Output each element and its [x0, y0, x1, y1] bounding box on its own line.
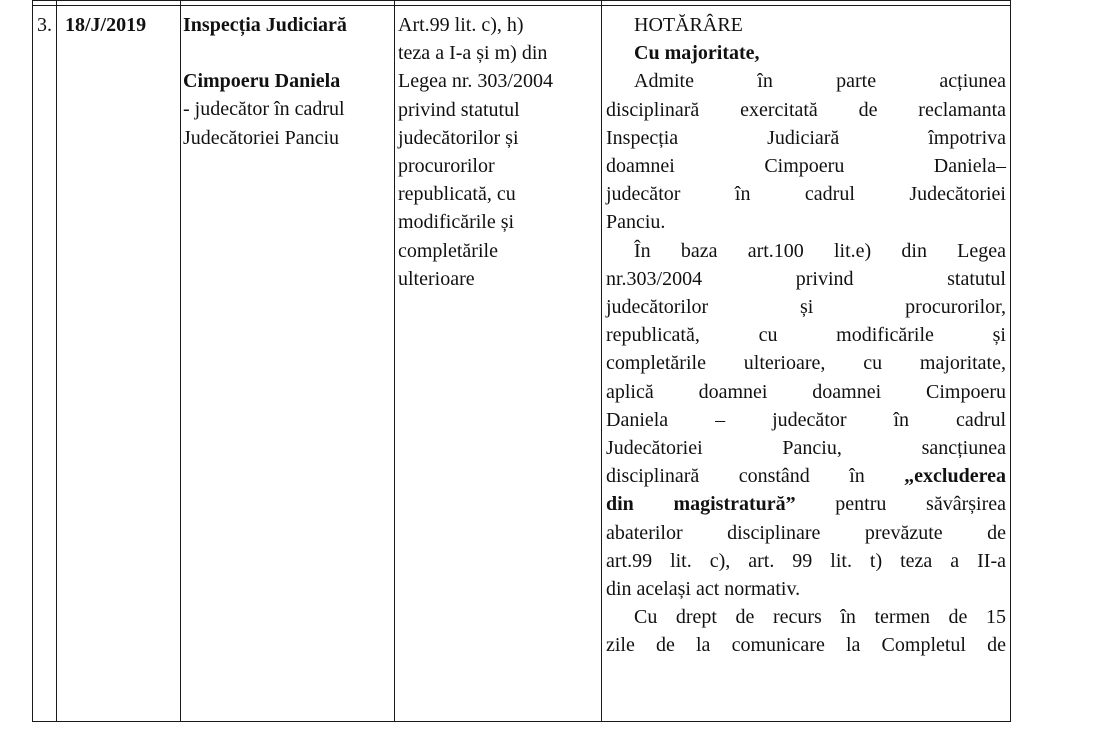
legal-basis-line: Art.99 lit. c), h) [398, 14, 524, 36]
legal-basis-cell [395, 6, 602, 722]
decision-text-line: Panciu. [606, 211, 666, 234]
decision-text-line: zile de la comunicare la Completul de [606, 634, 1006, 657]
decision-text-line: În baza art.100 lit.e) din Legea [634, 239, 1006, 262]
decision-text-line: completările ulterioare, cu majoritate, [606, 352, 1006, 375]
legal-basis-line: completările [398, 239, 498, 262]
defendant-name: Cimpoeru Daniela [183, 70, 341, 93]
decision-text-line: judecătorilor și procurorilor, [606, 296, 1006, 319]
legal-basis-line: procurorilor [398, 155, 495, 178]
decision-text-line: din același act normativ. [606, 578, 801, 601]
decision-paragraph-sanction [606, 237, 1006, 604]
parties-cell [181, 6, 395, 722]
decision-text-line: judecător în cadrul Judecătoriei [606, 183, 1006, 206]
decision-text-segment: pentru săvârșirea [795, 493, 1007, 516]
legal-basis-line: Legea nr. 303/2004 [398, 70, 553, 93]
decision-cell [602, 6, 1011, 722]
decision-text-line: disciplinară exercitată de reclamanta [606, 98, 1006, 121]
decision-text-line: Inspecția Judiciară împotriva [606, 126, 1006, 149]
decision-paragraph-admission [606, 67, 1006, 236]
decision-text-line: Daniela – judecător în cadrul [606, 408, 1006, 431]
decision-text-line [606, 462, 1006, 490]
legal-basis-line: ulterioare [398, 267, 475, 290]
legal-basis-line: judecătorilor și [398, 126, 519, 149]
decision-text-segment: disciplinară constând în [606, 465, 905, 488]
decision-majority: Cu majoritate, [634, 42, 760, 65]
decision-text-line: doamnei Cimpoeru Daniela– [606, 155, 1006, 178]
decision-text-line: nr.303/2004 privind statutul [606, 267, 1006, 290]
legal-basis-line: republicată, cu [398, 183, 516, 206]
defendant-role-line: Judecătoriei Panciu [183, 126, 340, 149]
decision-text-line: art.99 lit. c), art. 99 lit. t) teza a II-a [606, 549, 1006, 572]
decision-text-line: Cu drept de recurs în termen de 15 [634, 606, 1006, 629]
decision-text-line: republicată, cu modificările și [606, 324, 1006, 347]
decision-text-line: Judecătoriei Panciu, sancțiunea [606, 437, 1006, 460]
decision-text-line: Admite în parte acțiunea [634, 70, 1006, 93]
legal-basis-line: teza a I-a și m) din [398, 42, 548, 65]
decision-heading: HOTĂRÂRE [634, 14, 743, 36]
row-number-cell [33, 6, 57, 722]
decision-text-line: aplică doamnei doamnei Cimpoeru [606, 380, 1006, 403]
defendant-role-line: - judecător în cadrul [183, 98, 345, 121]
date-code-cell [57, 6, 181, 722]
plaintiff-name: Inspecția Judiciară [183, 14, 347, 36]
legal-basis-line: modificările și [398, 211, 515, 234]
decision-text-line: abaterilor disciplinare prevăzute de [606, 521, 1006, 544]
row-number: 3. [37, 14, 52, 36]
sanction-name-emphasis: „excluderea [904, 465, 1006, 488]
decision-paragraph-appeal [606, 603, 1006, 659]
sanction-name-emphasis: din magistratură” [606, 493, 796, 516]
legal-basis-line: privind statutul [398, 98, 520, 121]
disciplinary-decisions-table [32, 0, 1011, 722]
date-code: 18/J/2019 [65, 14, 147, 36]
decision-text-line [606, 490, 1006, 518]
table-row [33, 6, 1011, 722]
